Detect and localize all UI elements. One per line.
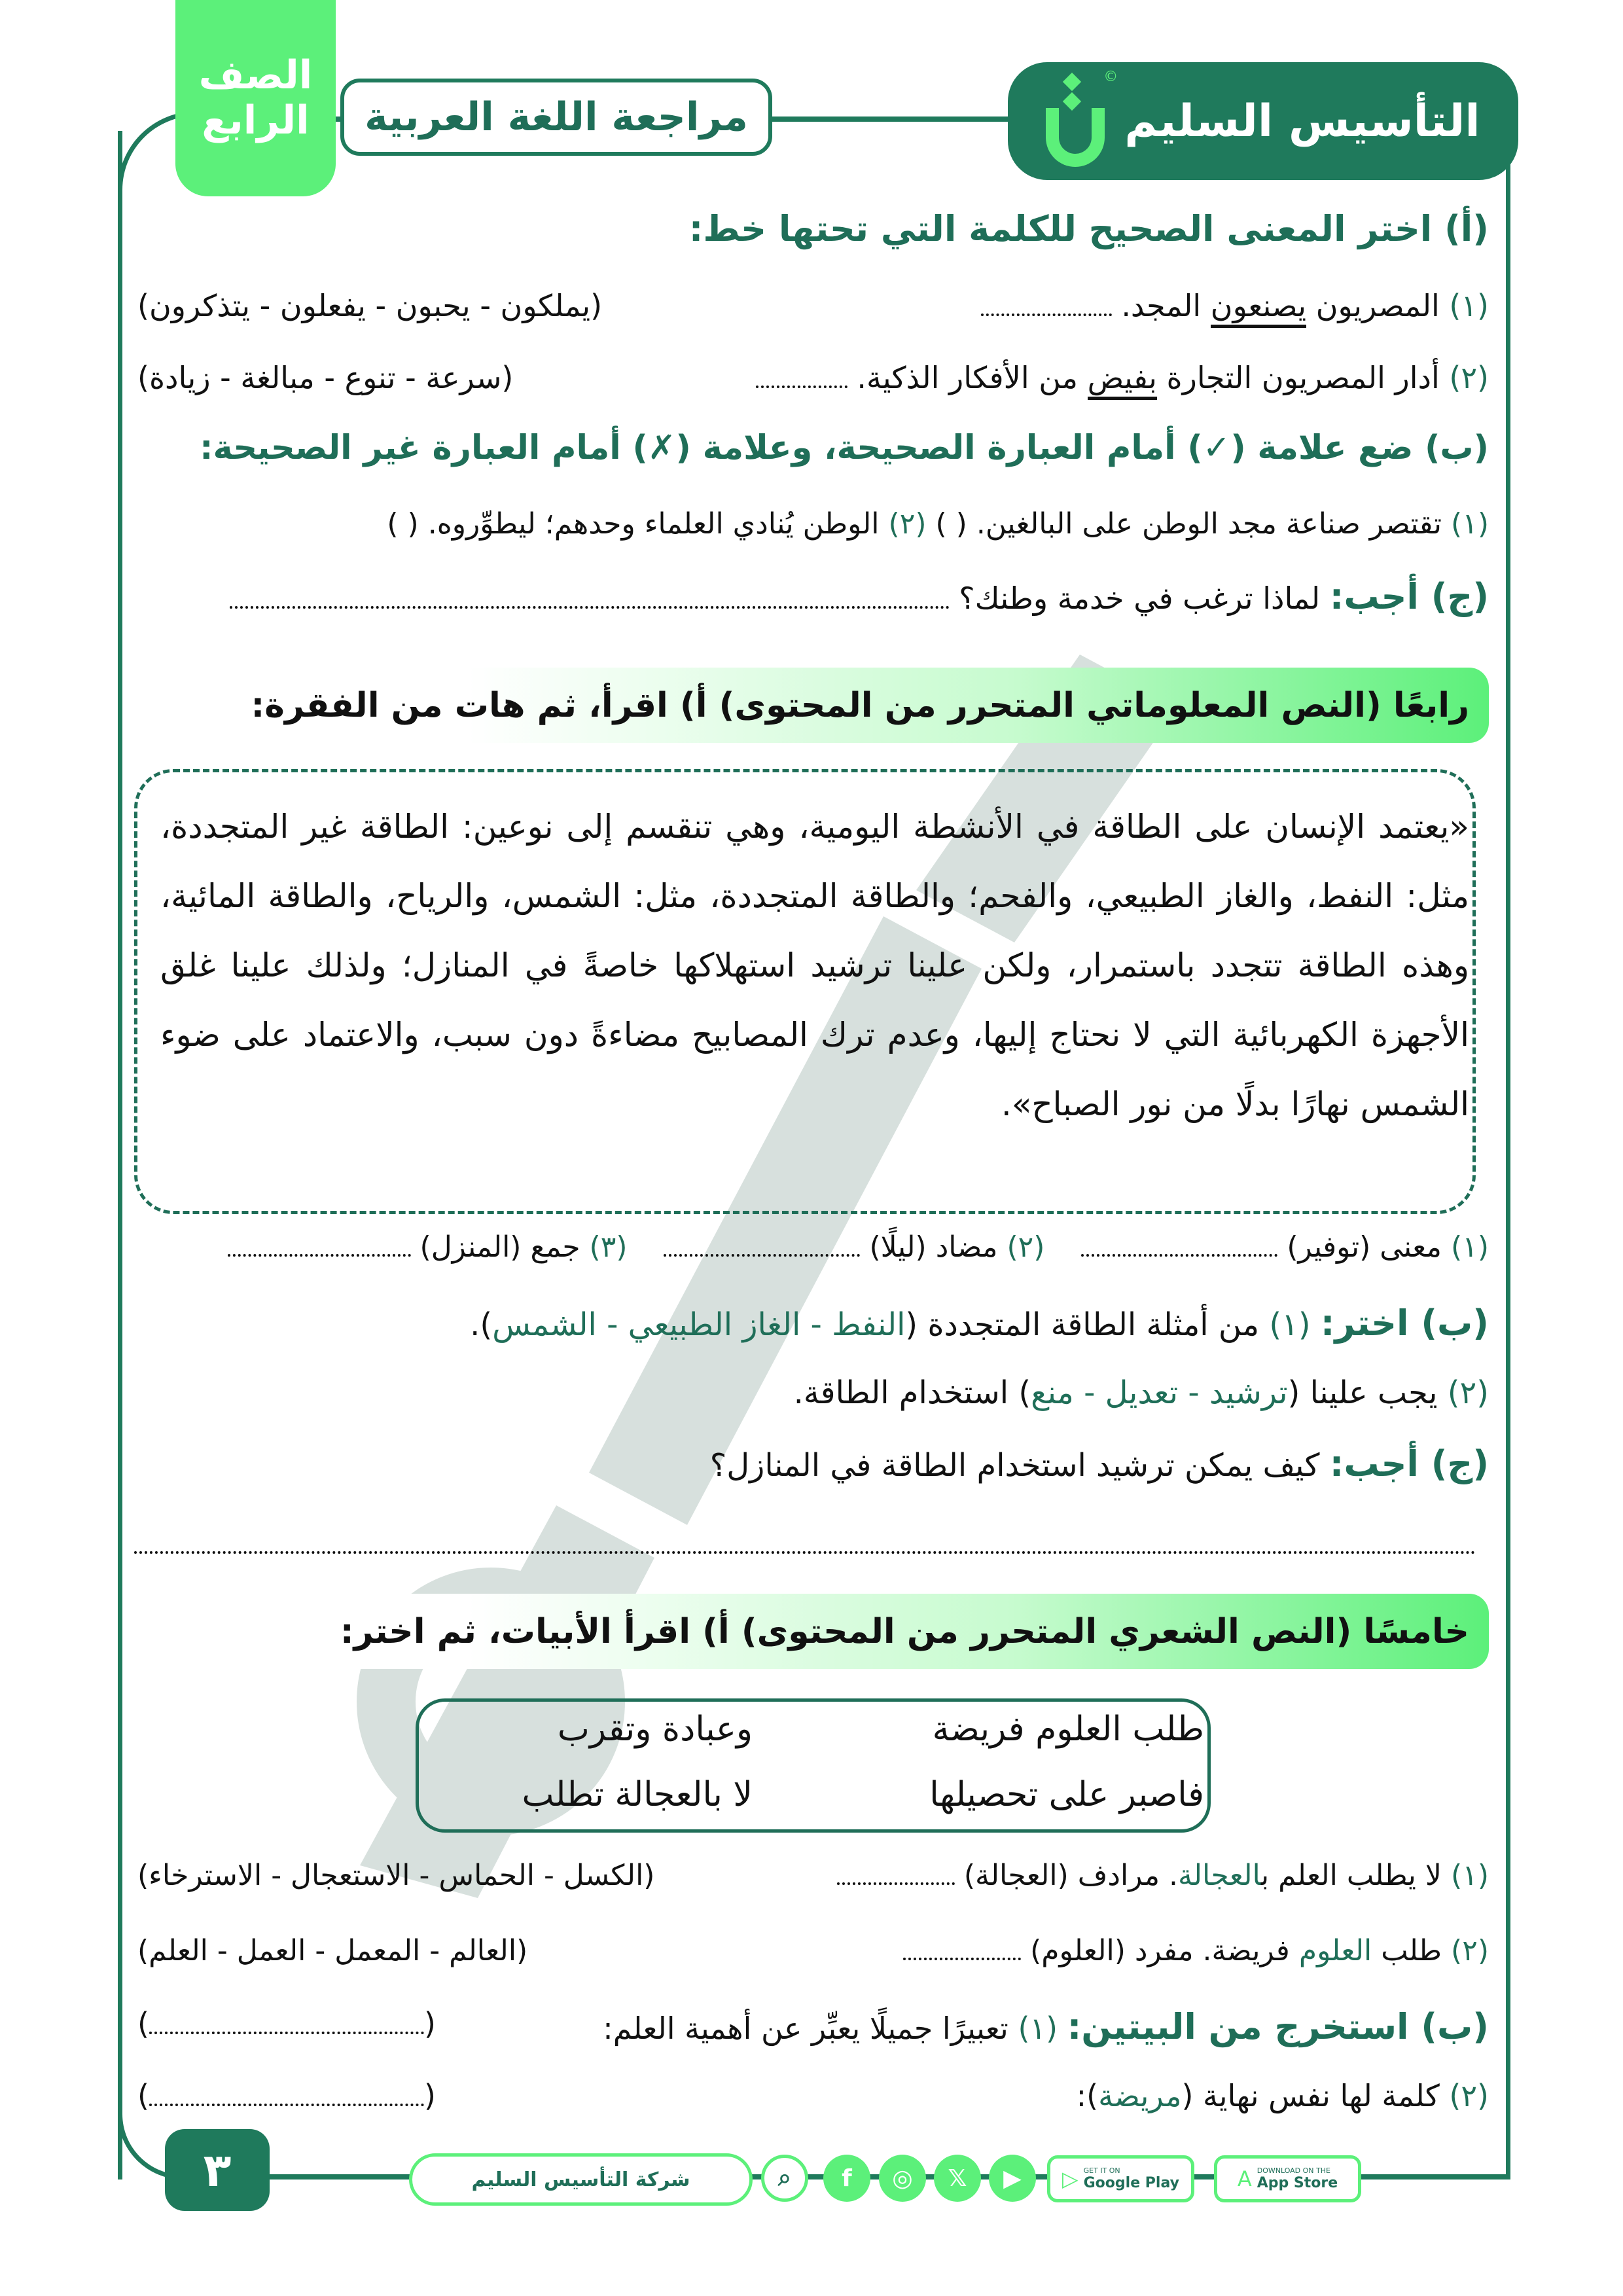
grade-label: الصف xyxy=(198,52,313,98)
poem-question-2: (٢) طلب العلوم فريضة. مفرد (العلوم) xyxy=(903,1934,1489,1967)
choice-options[interactable]: ترشيد - تعديل - منع xyxy=(1031,1374,1288,1411)
answer-blank[interactable] xyxy=(756,382,847,388)
statement-1: تقتصر صناعة مجد الوطن على البالغين. xyxy=(976,507,1442,541)
answer-blank[interactable] xyxy=(903,1954,1021,1960)
google-play-icon: ▷ xyxy=(1062,2166,1079,2191)
choices-poem-1: (الكسل - الحماس - الاستعجال - الاسترخاء) xyxy=(137,1859,655,1892)
subject-title-box xyxy=(340,79,772,156)
answer-blank[interactable] xyxy=(1081,1250,1277,1257)
answer-label: (ج) أجب: xyxy=(1329,576,1489,617)
poem-verse-1-left: وعبادة وتقرب xyxy=(557,1710,753,1749)
choose-question-1: (ب) اختر: (١) من أمثلة الطاقة المتجددة (النفط - الغاز الطبيعي - الشمس). xyxy=(470,1302,1489,1344)
instagram-icon[interactable]: ◎ xyxy=(879,2155,926,2202)
frame-border-left xyxy=(118,131,122,2179)
answer-question: (ج) أجب: كيف يمكن ترشيد استخدام الطاقة في المنازل؟ xyxy=(709,1443,1489,1484)
answer-blank[interactable] xyxy=(664,1250,860,1257)
question-number: (٢) xyxy=(1449,360,1489,395)
subject-title: مراجعة اللغة العربية xyxy=(365,94,748,140)
poem-verse-1-right: طلب العلوم فريضة xyxy=(932,1710,1204,1749)
question-a1: (١) المصريون يصنعون المجد. xyxy=(981,288,1489,323)
grade-tab xyxy=(175,0,336,196)
poem-question-1: (١) لا يطلب العلم بالعجالة. مرادف (العجالة) xyxy=(837,1859,1489,1892)
section-five-banner: خامسًا (النص الشعري المتحرر من المحتوى) أ) اقرأ الأبيات، ثم اختر: xyxy=(128,1594,1489,1669)
search-icon[interactable]: ⌕ xyxy=(761,2155,808,2202)
passage-text: «يعتمد الإنسان على الطاقة في الأنشطة اليومية، وهي تنقسم إلى نوعين: الطاقة غير المتجددة، مثل: النفط، والغاز الطبيعي، والفحم؛ والطاقة المتجددة، مثل: الشمس، والرياح، والطاقة المائية، وهذه الطاقة تتجدد باستمرار، ولكن علينا ترشيد استهلاكها خاصةً في المنازل؛ ولذلك علينا غلق الأجهزة الكهربائية التي لا نحتاج إليها، وعدم ترك المصابيح مضاءةً دون سبب، والاعتماد على ضوء الشمس نهارًا بدلًا من نور الصباح». xyxy=(160,808,1469,1123)
facebook-icon[interactable]: f xyxy=(823,2155,870,2202)
extract-question-2: (٢) كلمة لها نفس نهاية (مريضة): xyxy=(1076,2078,1489,2113)
question-number: (١) xyxy=(1449,288,1489,323)
answer-box[interactable]: ( ) xyxy=(935,507,967,541)
google-play-button[interactable]: ▷ GET IT ON Google Play xyxy=(1047,2155,1194,2202)
x-icon[interactable]: 𝕏 xyxy=(934,2155,981,2202)
section-a-heading: (أ) اختر المعنى الصحيح للكلمة التي تحتها خط: xyxy=(688,208,1489,249)
copyright-icon: © xyxy=(1103,69,1118,85)
choices-a1: (يملكون - يحبون - يفعلون - يتذكرون) xyxy=(137,288,603,323)
poem-verse-2-left: لا بالعجالة تطلب xyxy=(522,1775,753,1814)
app-store-button[interactable]: A DOWNLOAD ON THE App Store xyxy=(1214,2155,1361,2202)
company-name: شركة التأسيس السليم xyxy=(409,2153,753,2206)
answer-box[interactable]: ( ) xyxy=(387,507,419,541)
question-a2: (٢) أدار المصريون التجارة بفيض من الأفكار الذكية. xyxy=(756,360,1489,395)
answer-blank[interactable] xyxy=(981,310,1112,316)
app-store-icon: A xyxy=(1237,2166,1252,2191)
brand-banner xyxy=(1008,62,1518,180)
answer-blank-line[interactable] xyxy=(134,1551,1476,1554)
answer-blank[interactable]: ( ) xyxy=(137,2078,436,2113)
underlined-word: يصنعون xyxy=(1211,288,1306,328)
section-four-banner: رابعًا (النص المعلوماتي المتحرر من المحتوى) أ) اقرأ، ثم هات من الفقرة: xyxy=(128,668,1489,743)
page-number: ٣ xyxy=(165,2129,270,2211)
question-c: (ج) أجب: لماذا ترغب في خدمة وطنك؟ xyxy=(230,576,1489,617)
choice-options[interactable]: النفط - الغاز الطبيعي - الشمس xyxy=(492,1306,906,1343)
choices-a2: (سرعة - تنوع - مبالغة - زيادة) xyxy=(137,360,514,395)
underlined-word: بفيض xyxy=(1088,360,1157,400)
vocab-questions: (١) معنى (توفير) (٢) مضاد (ليلًا) (٣) جمع (المنزل) xyxy=(228,1230,1489,1264)
choices-poem-2: (العالم - المعمل - العمل - العلم) xyxy=(137,1934,528,1967)
poem-verse-2-right: فاصبر على تحصيلها xyxy=(929,1775,1204,1814)
answer-blank[interactable] xyxy=(228,1250,411,1257)
choose-question-2: (٢) يجب علينا (ترشيد - تعديل - منع) استخدام الطاقة. xyxy=(793,1374,1489,1411)
section-b-heading: (ب) ضع علامة (✓) أمام العبارة الصحيحة، وعلامة (✗) أمام العبارة غير الصحيحة: xyxy=(200,429,1489,467)
grade-value: الرابع xyxy=(202,98,310,143)
youtube-icon[interactable]: ▶ xyxy=(989,2155,1036,2202)
answer-blank[interactable] xyxy=(837,1878,955,1885)
answer-blank[interactable] xyxy=(230,602,950,609)
statement-2: الوطن يُنادي العلماء وحدهم؛ ليطوِّروه. xyxy=(427,507,880,541)
extract-question-1: (ب) استخرج من البيتين: (١) تعبيرًا جميلًا يعبِّر عن أهمية العلم: xyxy=(603,2006,1489,2047)
brand-name: التأسيس السليم xyxy=(1124,95,1480,147)
brand-logo-icon xyxy=(1046,69,1118,167)
frame-border-right xyxy=(1506,131,1510,2179)
answer-blank[interactable]: ( ) xyxy=(137,2006,436,2041)
question-b: (١) تقتصر صناعة مجد الوطن على البالغين. ( ) (٢) الوطن يُنادي العلماء وحدهم؛ ليطوِّروه. ( ) xyxy=(387,507,1489,541)
